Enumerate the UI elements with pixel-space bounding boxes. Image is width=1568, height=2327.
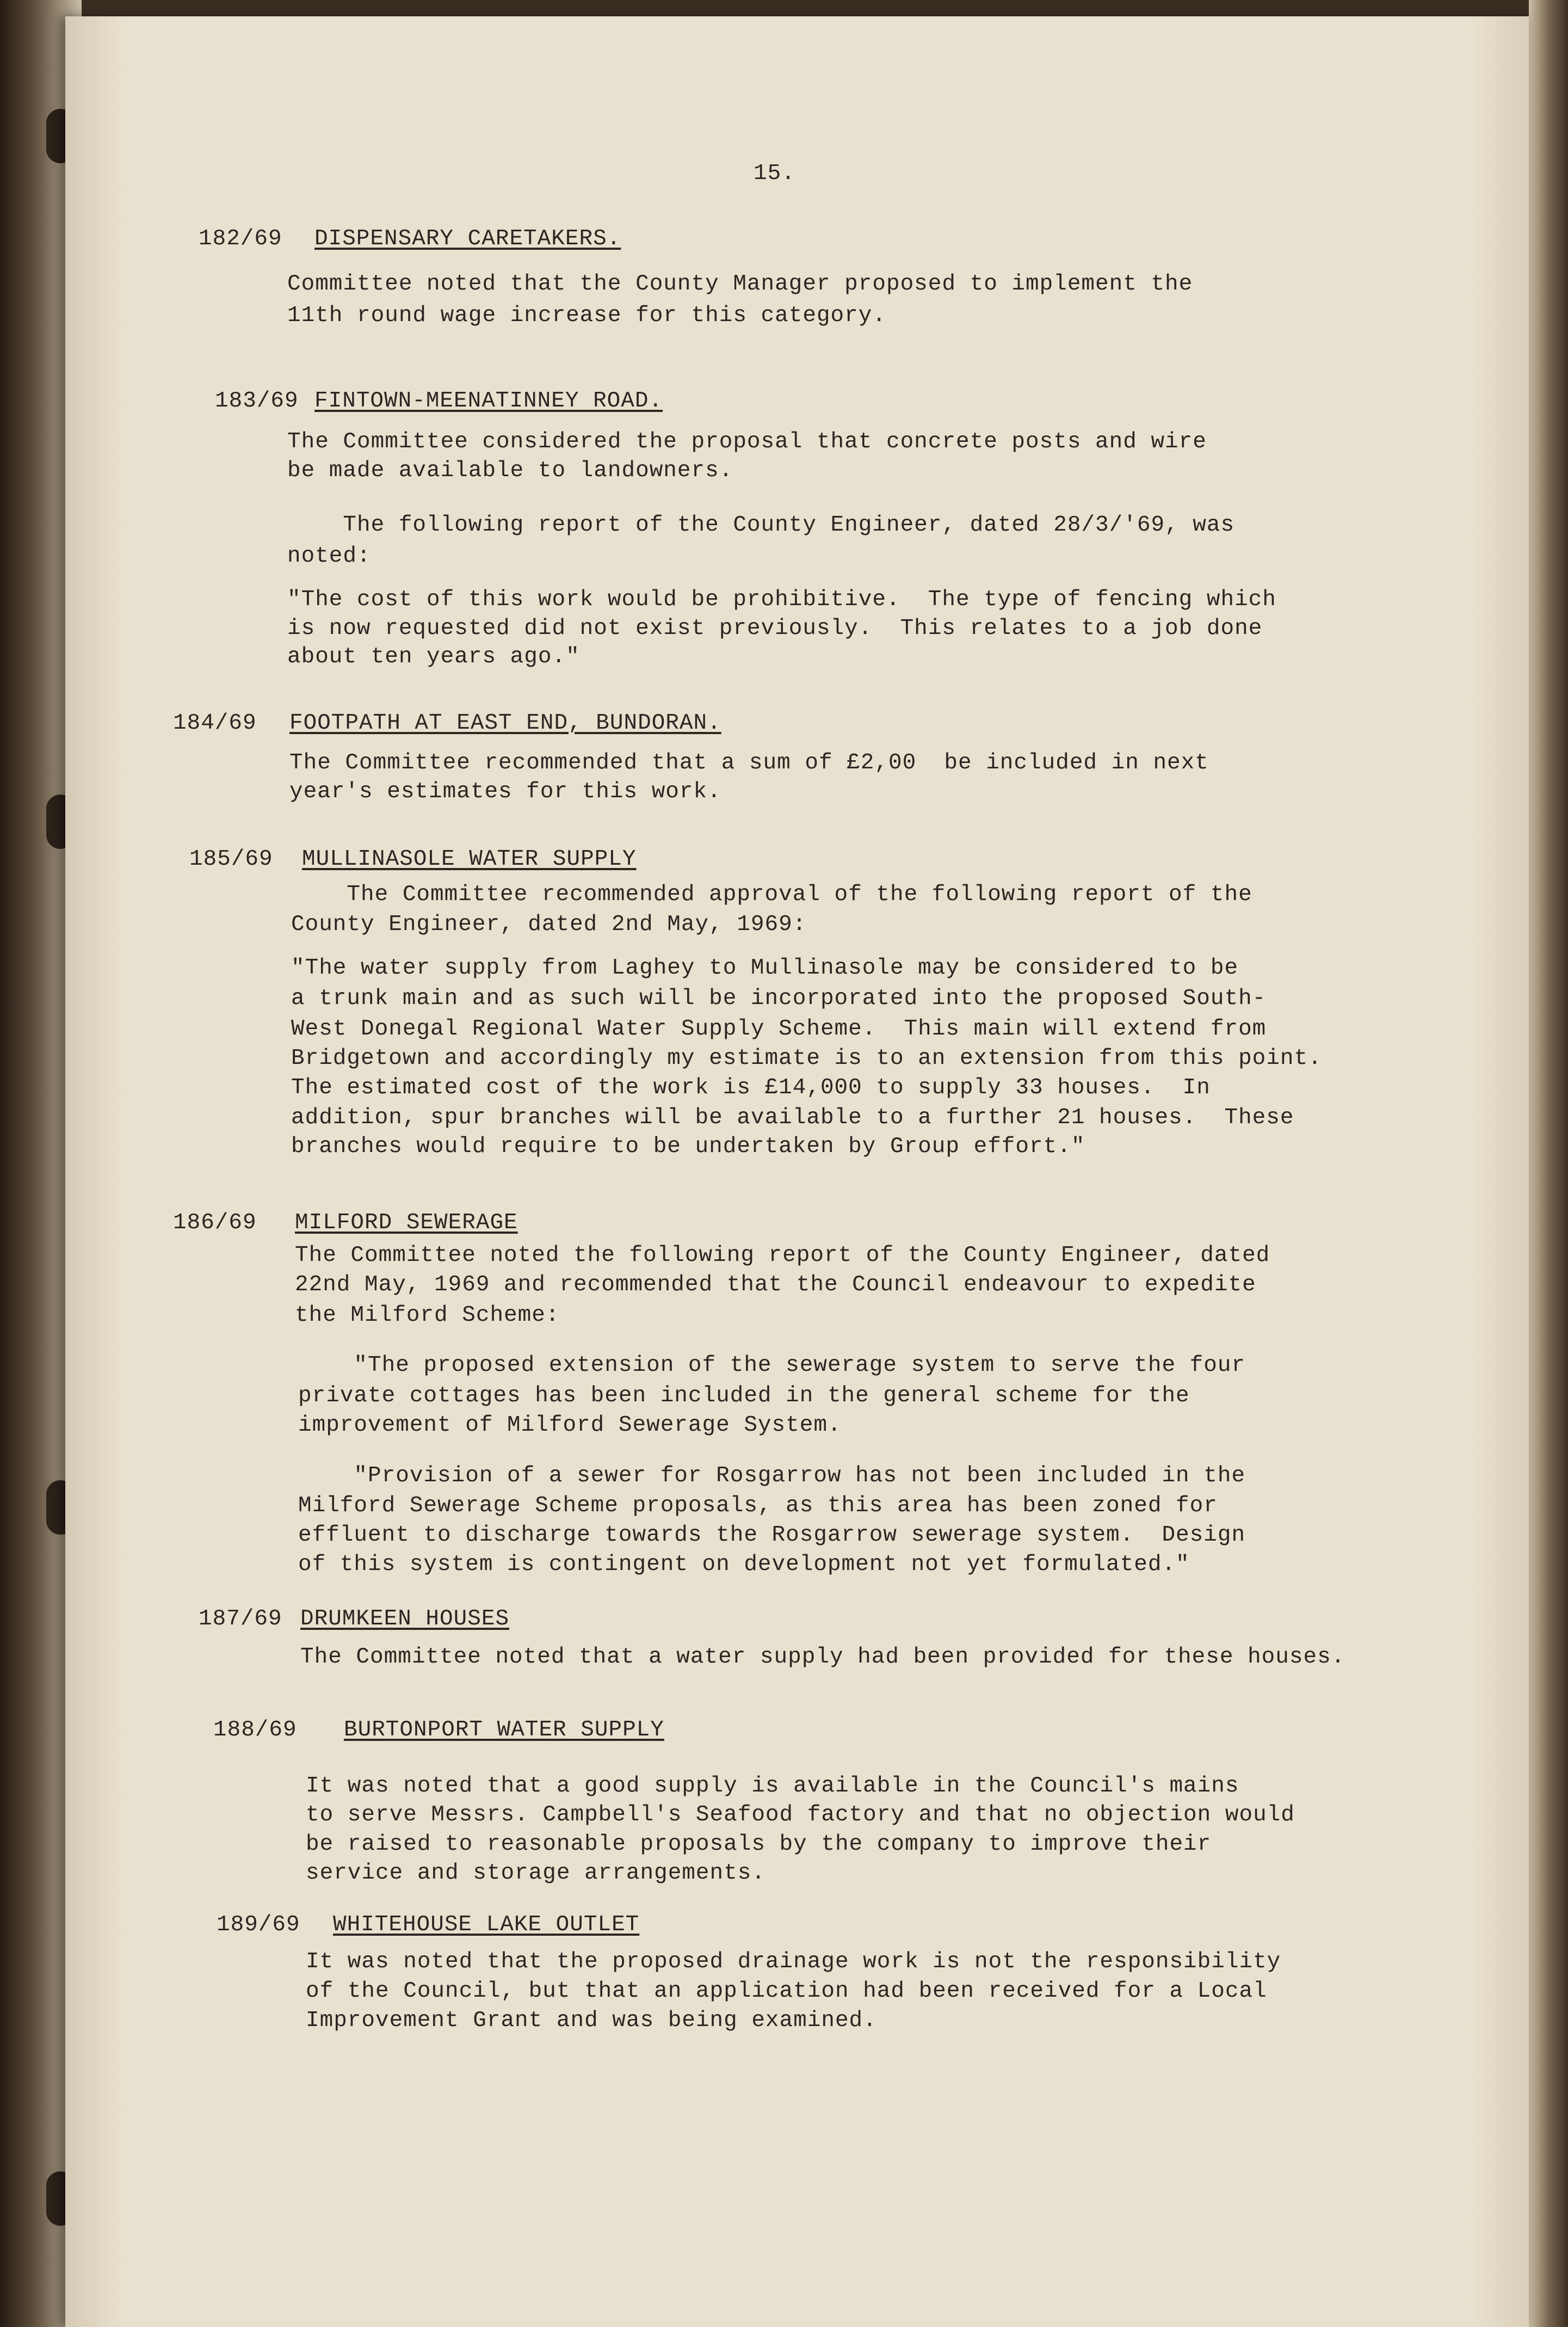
item-text-line: 22nd May, 1969 and recommended that the Council endeavour to expedite: [295, 1272, 1256, 1297]
item-text-line: year's estimates for this work.: [289, 779, 721, 804]
item-number: 187/69: [199, 1606, 282, 1632]
item-number: 182/69: [199, 226, 282, 251]
item-heading: FINTOWN-MEENATINNEY ROAD.: [314, 389, 663, 414]
item-text-line: "The cost of this work would be prohibitive. The type of fencing which: [287, 587, 1276, 612]
item-text-line: a trunk main and as such will be incorporated into the proposed South-: [291, 986, 1267, 1011]
item-text-line: branches would require to be undertaken by Group effort.": [291, 1134, 1085, 1159]
item-text-line: 11th round wage increase for this category.: [287, 303, 886, 328]
item-text-line: service and storage arrangements.: [306, 1861, 766, 1886]
item-number: 185/69: [189, 847, 273, 872]
item-text-line: of the Council, but that an application had been received for a Local: [306, 1979, 1267, 2004]
item-heading: DRUMKEEN HOUSES: [300, 1606, 510, 1632]
item-text-line: noted:: [287, 544, 371, 569]
item-number: 188/69: [213, 1717, 297, 1743]
item-text-line: addition, spur branches will be available to a further 21 houses. These: [291, 1105, 1294, 1130]
item-heading: DISPENSARY CARETAKERS.: [314, 226, 621, 251]
item-text-line: It was noted that the proposed drainage work is not the responsibility: [306, 1949, 1281, 1974]
item-text-line: effluent to discharge towards the Rosgarrow sewerage system. Design: [298, 1523, 1246, 1548]
item-text-line: the Milford Scheme:: [295, 1303, 560, 1328]
item-text-line: "The proposed extension of the sewerage system to serve the four: [298, 1353, 1246, 1378]
item-text-line: about ten years ago.": [287, 644, 580, 669]
item-text-line: is now requested did not exist previously. This relates to a job done: [287, 616, 1263, 641]
item-text-line: The estimated cost of the work is £14,000 to supply 33 houses. In: [291, 1075, 1211, 1100]
item-text-line: West Donegal Regional Water Supply Scheme. This main will extend from: [291, 1017, 1267, 1042]
item-number: 184/69: [173, 711, 257, 736]
item-number: 183/69: [215, 389, 299, 414]
item-text-line: County Engineer, dated 2nd May, 1969:: [291, 912, 807, 937]
item-text-line: The Committee considered the proposal that concrete posts and wire: [287, 429, 1207, 454]
item-text-line: The Committee recommended that a sum of £2,00 be included in next: [289, 750, 1209, 775]
page-edge-right: [1529, 0, 1568, 2327]
item-text-line: Improvement Grant and was being examined.: [306, 2008, 877, 2033]
item-text-line: be made available to landowners.: [287, 458, 733, 483]
item-text-line: "The water supply from Laghey to Mullinasole may be considered to be: [291, 956, 1239, 981]
item-heading: BURTONPORT WATER SUPPLY: [344, 1717, 664, 1743]
item-heading: MILFORD SEWERAGE: [295, 1210, 518, 1235]
item-text-line: It was noted that a good supply is available in the Council's mains: [306, 1774, 1239, 1799]
page-number: 15.: [754, 161, 795, 186]
item-text-line: improvement of Milford Sewerage System.: [298, 1413, 842, 1438]
item-text-line: The Committee recommended approval of the following report of the: [291, 882, 1252, 907]
item-text-line: of this system is contingent on development not yet formulated.": [298, 1552, 1190, 1577]
item-heading: MULLINASOLE WATER SUPPLY: [302, 847, 637, 872]
item-text-line: Milford Sewerage Scheme proposals, as this area has been zoned for: [298, 1493, 1218, 1518]
item-text-line: private cottages has been included in the general scheme for the: [298, 1383, 1190, 1408]
item-text-line: "Provision of a sewer for Rosgarrow has not been included in the: [298, 1463, 1246, 1488]
item-text-line: The Committee noted the following report of the County Engineer, dated: [295, 1243, 1270, 1268]
item-text-line: be raised to reasonable proposals by the company to improve their: [306, 1832, 1212, 1857]
item-heading: WHITEHOUSE LAKE OUTLET: [333, 1912, 640, 1937]
item-number: 186/69: [173, 1210, 257, 1235]
item-number: 189/69: [217, 1912, 300, 1937]
item-heading: FOOTPATH AT EAST END, BUNDORAN.: [289, 711, 721, 736]
item-text-line: The Committee noted that a water supply had been provided for these houses.: [300, 1645, 1345, 1670]
item-text-line: to serve Messrs. Campbell's Seafood factory and that no objection would: [306, 1802, 1295, 1827]
item-text-line: Bridgetown and accordingly my estimate is to an extension from this point.: [291, 1046, 1322, 1071]
item-text-line: The following report of the County Engineer, dated 28/3/'69, was: [287, 513, 1235, 538]
item-text-line: Committee noted that the County Manager proposed to implement the: [287, 272, 1193, 297]
